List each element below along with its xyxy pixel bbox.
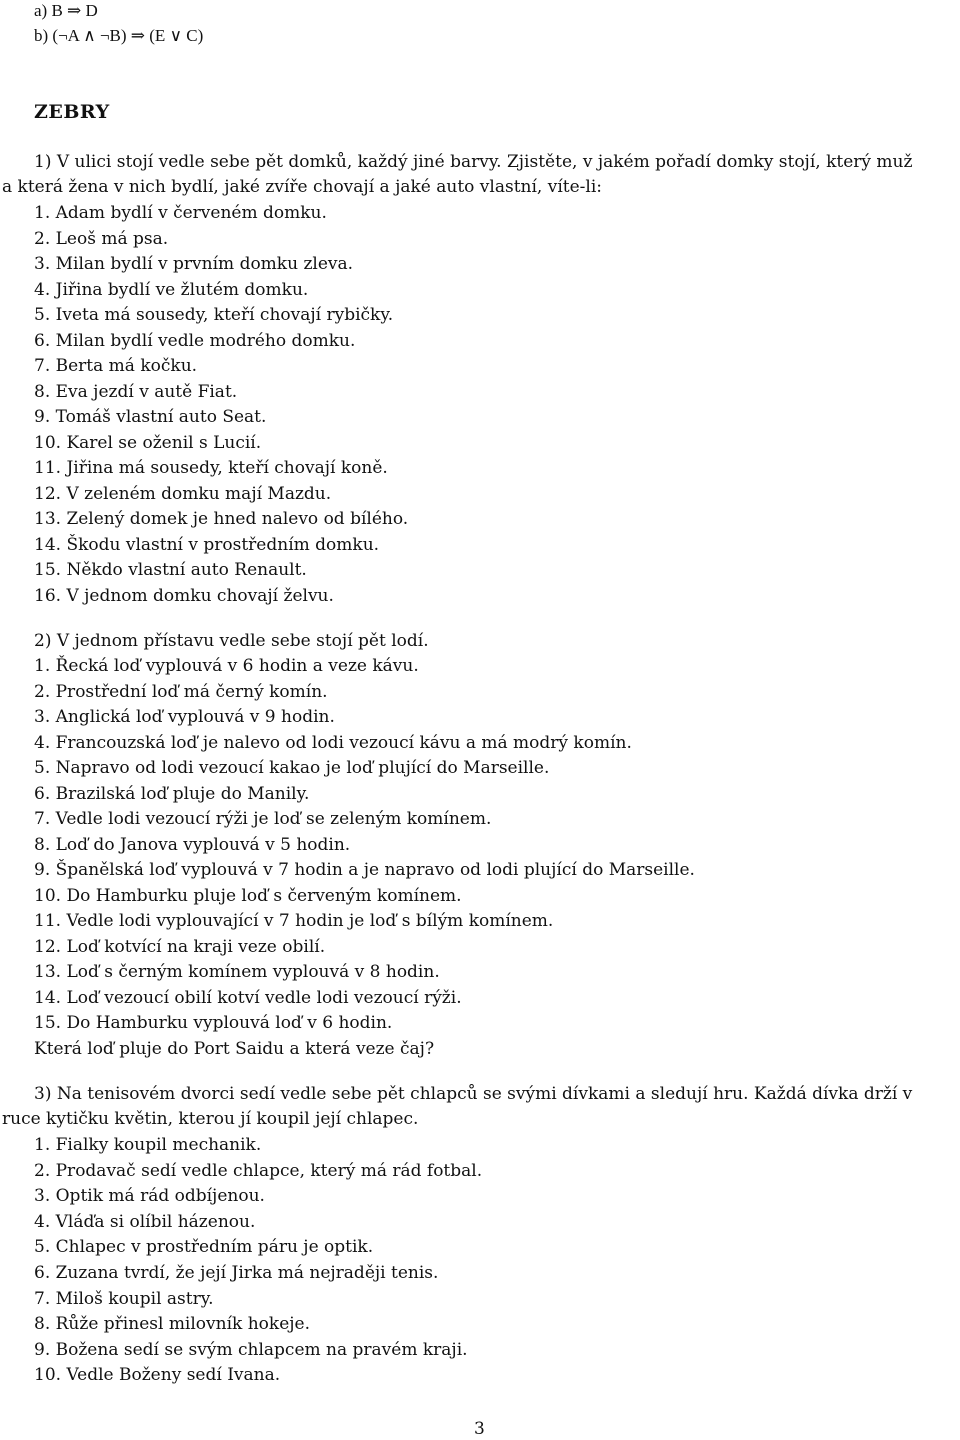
task1-item: 11. Jiřina má sousedy, kteří chovají koně.	[34, 458, 388, 478]
task2-item: 11. Vedle lodi vyplouvající v 7 hodin je loď s bílým komínem.	[34, 911, 554, 931]
task3-intro-line2: ruce kytičku květin, kterou jí koupil její chlapec.	[2, 1109, 419, 1129]
task2-item: 10. Do Hamburku pluje loď s červeným komínem.	[34, 886, 462, 906]
task1-item: 13. Zelený domek je hned nalevo od bílého.	[34, 509, 409, 529]
task2-intro: 2) V jednom přístavu vedle sebe stojí pět lodí.	[34, 631, 429, 651]
task2-item: 13. Loď s černým komínem vyplouvá v 8 hodin.	[34, 962, 440, 982]
task2-item: 3. Anglická loď vyplouvá v 9 hodin.	[34, 707, 335, 727]
task3-item: 2. Prodavač sedí vedle chlapce, který má rád fotbal.	[34, 1161, 483, 1181]
logic-formula-a-text: a) B ⇒ D	[34, 1, 98, 20]
task1-item: 14. Škodu vlastní v prostředním domku.	[34, 535, 380, 555]
task1-item: 15. Někdo vlastní auto Renault.	[34, 560, 307, 580]
task1-item: 6. Milan bydlí vedle modrého domku.	[34, 331, 356, 351]
task1-intro-line2: a která žena v nich bydlí, jaké zvíře chovají a jaké auto vlastní, víte-li:	[2, 177, 603, 197]
task2-item: 9. Španělská loď vyplouvá v 7 hodin a je napravo od lodi plující do Marseille.	[34, 860, 695, 880]
task2-item: 6. Brazilská loď pluje do Manily.	[34, 784, 310, 804]
task3-item: 1. Fialky koupil mechanik.	[34, 1135, 262, 1155]
task1-item: 10. Karel se oženil s Lucií.	[34, 433, 262, 453]
task2-item: 5. Napravo od lodi vezoucí kakao je loď plující do Marseille.	[34, 758, 550, 778]
task3-item: 3. Optik má rád odbíjenou.	[34, 1186, 265, 1206]
task3-intro-line1: 3) Na tenisovém dvorci sedí vedle sebe pět chlapců se svými dívkami a sledují hru. Každá dívka drží v	[34, 1084, 913, 1104]
task1-item: 3. Milan bydlí v prvním domku zleva.	[34, 254, 354, 274]
task1-item: 7. Berta má kočku.	[34, 356, 198, 376]
task3-item: 10. Vedle Boženy sedí Ivana.	[34, 1365, 281, 1385]
task2-item: 7. Vedle lodi vezoucí rýži je loď se zeleným komínem.	[34, 809, 492, 829]
logic-formula-b-text: b) (¬A ∧ ¬B) ⇒ (E ∨ C)	[34, 26, 204, 45]
task1-item: 4. Jiřina bydlí ve žlutém domku.	[34, 280, 309, 300]
task3-item: 8. Růže přinesl milovník hokeje.	[34, 1314, 311, 1334]
task2-item: 14. Loď vezoucí obilí kotví vedle lodi vezoucí rýži.	[34, 988, 462, 1008]
task3-item: 6. Zuzana tvrdí, že její Jirka má nejraději tenis.	[34, 1263, 439, 1283]
logic-formula-a	[34, 0, 98, 22]
task3-item: 9. Božena sedí se svým chlapcem na pravém kraji.	[34, 1340, 468, 1360]
task1-item: 5. Iveta má sousedy, kteří chovají rybičky.	[34, 305, 394, 325]
task2-item: 8. Loď do Janova vyplouvá v 5 hodin.	[34, 835, 351, 855]
task3-item: 5. Chlapec v prostředním páru je optik.	[34, 1237, 374, 1257]
task1-item: 16. V jednom domku chovají želvu.	[34, 586, 334, 606]
task3-item: 4. Vláďa si olíbil házenou.	[34, 1212, 256, 1232]
task1-intro-line1: 1) V ulici stojí vedle sebe pět domků, každý jiné barvy. Zjistěte, v jakém pořadí domky stojí, který muž	[34, 152, 913, 172]
task1-item: 8. Eva jezdí v autě Fiat.	[34, 382, 238, 402]
task2-item: 4. Francouzská loď je nalevo od lodi vezoucí kávu a má modrý komín.	[34, 733, 632, 753]
page-number: 3	[474, 1419, 485, 1439]
task2-item: 1. Řecká loď vyplouvá v 6 hodin a veze kávu.	[34, 656, 419, 676]
section-heading: ZEBRY	[34, 101, 110, 123]
task3-item: 7. Miloš koupil astry.	[34, 1289, 214, 1309]
logic-formula-b	[34, 25, 203, 47]
task1-item: 2. Leoš má psa.	[34, 229, 169, 249]
task2-item: 12. Loď kotvící na kraji veze obilí.	[34, 937, 326, 957]
task2-item: 15. Do Hamburku vyplouvá loď v 6 hodin.	[34, 1013, 393, 1033]
task1-item: 12. V zeleném domku mají Mazdu.	[34, 484, 332, 504]
task1-item: 9. Tomáš vlastní auto Seat.	[34, 407, 267, 427]
task2-item: 2. Prostřední loď má černý komín.	[34, 682, 328, 702]
task2-question: Která loď pluje do Port Saidu a která veze čaj?	[34, 1039, 435, 1059]
task1-item: 1. Adam bydlí v červeném domku.	[34, 203, 327, 223]
